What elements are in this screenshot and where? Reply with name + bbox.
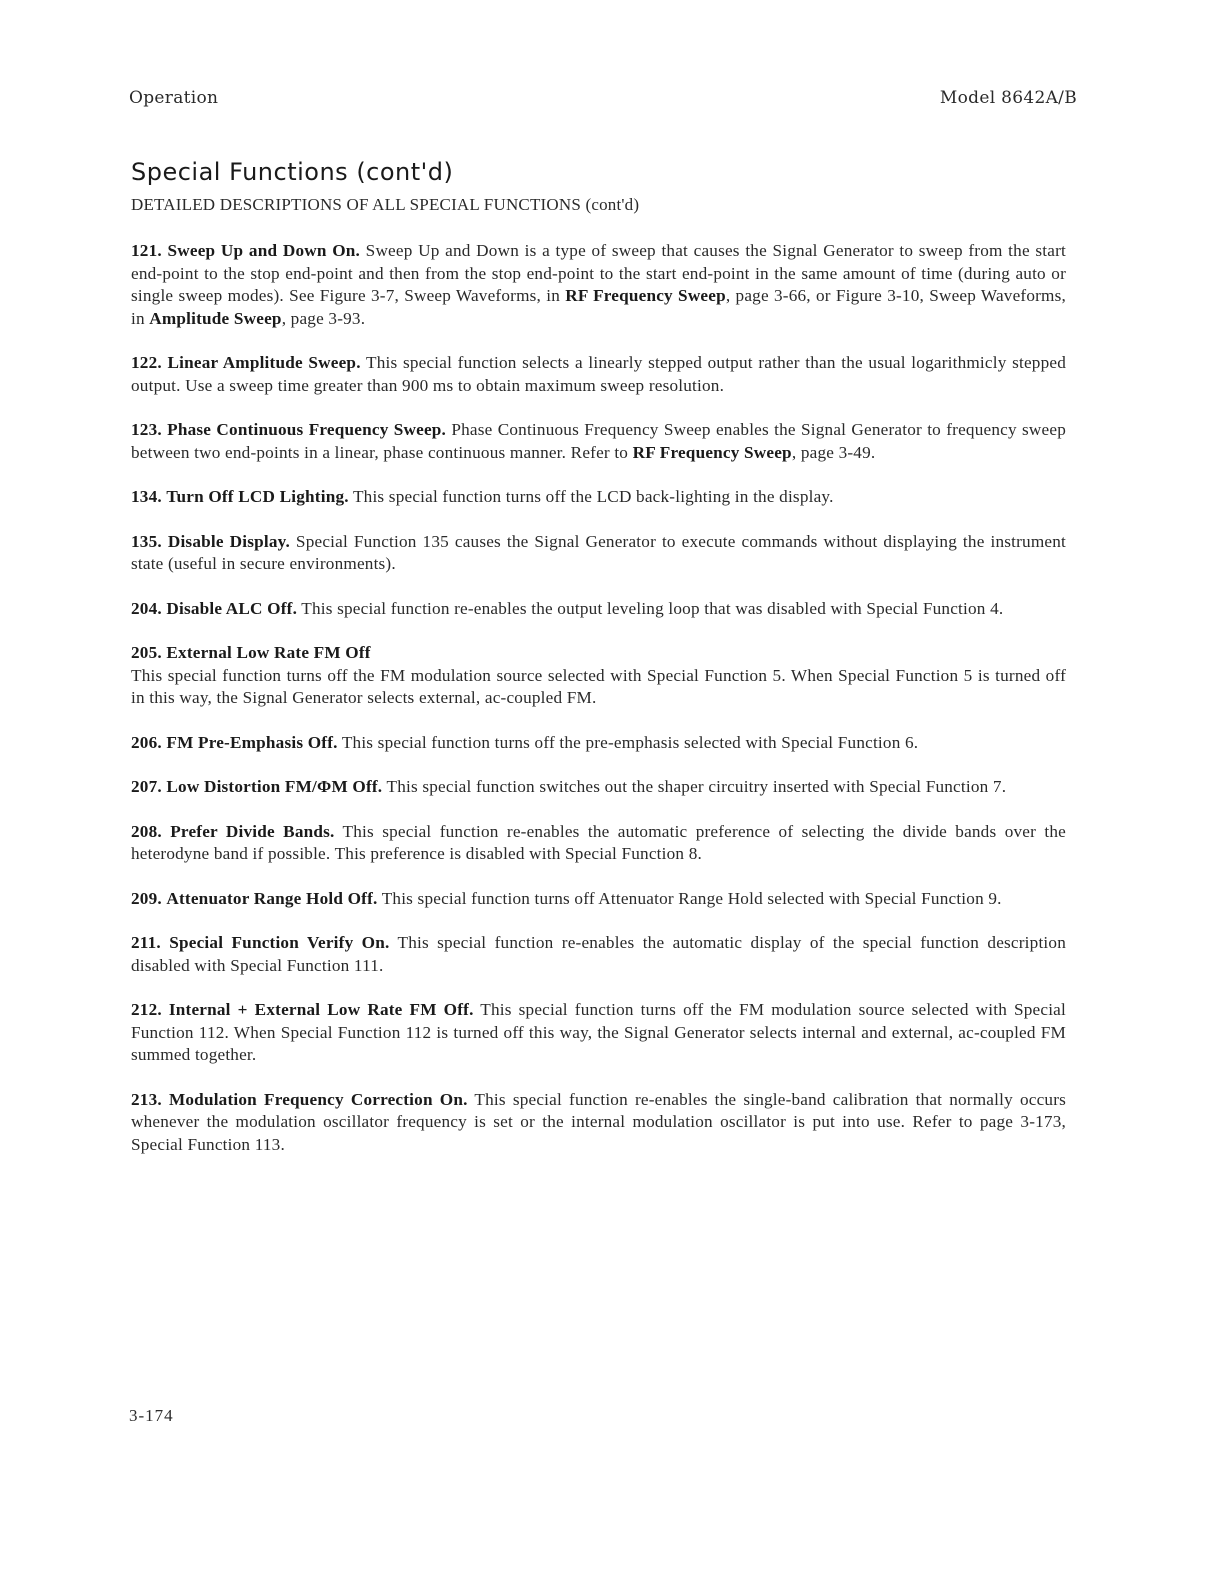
cross-reference: RF Frequency Sweep — [632, 442, 792, 462]
function-heading — [131, 532, 290, 551]
function-number: 121. — [131, 241, 162, 260]
cross-reference: Amplitude Sweep — [149, 308, 282, 328]
function-number: 205. — [131, 643, 162, 662]
function-name: External Low Rate FM Off — [166, 643, 371, 662]
function-heading — [131, 933, 390, 952]
function-entry — [131, 1089, 1066, 1157]
function-heading — [131, 822, 335, 841]
function-number: 209. — [131, 888, 162, 908]
function-list — [131, 240, 1066, 1178]
function-number: 123. — [131, 420, 162, 439]
function-heading — [131, 599, 297, 618]
function-entry — [131, 352, 1066, 397]
function-description: This special function turns off the pre-emphasis selected with Special Function 6. — [337, 732, 919, 752]
function-description: This special function turns off Attenuator Range Hold selected with Special Function 9. — [377, 888, 1002, 908]
function-description: Special Function 135 causes the Signal Generator to execute commands without displaying the instrument state (useful in secure environments). — [131, 531, 1066, 573]
function-entry — [131, 888, 1066, 911]
function-description: This special function turns off the LCD back-lighting in the display. — [348, 487, 834, 506]
page-number: 3-174 — [129, 1406, 174, 1425]
function-number: 204. — [131, 598, 162, 618]
function-entry — [131, 999, 1066, 1067]
function-entry — [131, 642, 1066, 710]
cross-reference: RF Frequency Sweep — [565, 286, 726, 305]
function-entry — [131, 486, 1066, 509]
function-heading — [131, 733, 338, 752]
page-title: Special Functions (cont'd) — [131, 158, 454, 187]
function-description: Sweep Up and Down is a type of sweep that causes the Signal Generator to sweep from the start end-point to the stop end-point and then from the stop end-point to the start end-point in the same amount of time (during auto or single sweep modes). See Figure 3-7, Sweep Waveforms, in — [131, 241, 1066, 305]
function-number: 212. — [131, 1000, 162, 1019]
function-description: This special function re-enables the single-band calibration that normally occurs whenever the modulation oscillator frequency is set or the internal modulation oscillator is put into use. Refer to page 3-173, Special Function 113. — [131, 1089, 1067, 1154]
function-entry — [131, 531, 1066, 576]
function-heading — [131, 1000, 474, 1019]
function-name: Disable Display. — [167, 531, 290, 551]
function-entry — [131, 240, 1066, 330]
function-name: Phase Continuous Frequency Sweep. — [167, 420, 447, 439]
page-header-right: Model 8642A/B — [939, 88, 1077, 108]
function-heading — [131, 353, 361, 372]
function-heading — [131, 1090, 468, 1109]
function-heading — [131, 642, 1066, 665]
function-name: Modulation Frequency Correction On. — [168, 1089, 468, 1109]
function-description: This special function turns off the FM modulation source selected with Special Function 112. When Special Function 112 is turned off this way, the Signal Generator selects internal and external, ac-coupled FM summed together. — [131, 1000, 1066, 1064]
section-subheading: DETAILED DESCRIPTIONS OF ALL SPECIAL FUNCTIONS (cont'd) — [131, 195, 640, 214]
page-header-left: Operation — [129, 88, 219, 108]
function-entry — [131, 932, 1066, 977]
function-name: FM Pre-Emphasis Off. — [166, 732, 338, 752]
function-number: 211. — [131, 933, 161, 952]
function-name: Sweep Up and Down On. — [167, 241, 361, 260]
function-description: This special function turns off the FM modulation source selected with Special Function 5. When Special Function 5 is turned off in this way, the Signal Generator selects external, ac-coupled FM. — [131, 665, 1066, 707]
function-heading — [131, 777, 382, 796]
function-number: 135. — [131, 531, 162, 551]
function-number: 134. — [131, 487, 162, 506]
function-name: Low Distortion FM/ΦM Off. — [166, 777, 383, 796]
function-heading — [131, 889, 378, 908]
function-heading — [131, 487, 349, 506]
function-description: This special function re-enables the automatic preference of selecting the divide bands over the heterodyne band if possible. This preference is disabled with Special Function 8. — [131, 821, 1066, 863]
function-entry — [131, 776, 1066, 799]
function-number: 213. — [131, 1089, 162, 1109]
function-description: Phase Continuous Frequency Sweep enables the Signal Generator to frequency sweep between two end-points in a linear, phase continuous manner. Refer to — [131, 420, 1066, 462]
function-number: 122. — [131, 353, 162, 372]
function-name: Linear Amplitude Sweep. — [167, 353, 361, 372]
function-number: 206. — [131, 732, 162, 752]
function-description: This special function re-enables the output leveling loop that was disabled with Special Function 4. — [297, 598, 1004, 618]
function-name: Attenuator Range Hold Off. — [166, 888, 378, 908]
function-description: This special function switches out the shaper circuitry inserted with Special Function 7. — [382, 777, 1007, 796]
function-description: This special function re-enables the automatic display of the special function description disabled with Special Function 111. — [131, 933, 1066, 975]
function-number: 208. — [131, 821, 162, 841]
function-description: , page 3-49. — [791, 442, 876, 462]
function-entry — [131, 598, 1066, 621]
function-heading — [131, 241, 360, 260]
function-name: Turn Off LCD Lighting. — [166, 487, 349, 506]
function-description: , page 3-93. — [281, 308, 366, 328]
function-name: Internal + External Low Rate FM Off. — [168, 1000, 474, 1019]
function-entry — [131, 821, 1066, 866]
function-description: , page 3-66, or Figure 3-10, Sweep Waveforms, in — [131, 286, 1067, 328]
function-name: Prefer Divide Bands. — [170, 821, 335, 841]
function-description: This special function selects a linearly stepped output rather than the usual logarithmicly stepped output. Use a sweep time greater than 900 ms to obtain maximum sweep resolution. — [131, 353, 1067, 395]
function-heading — [131, 420, 446, 439]
function-entry — [131, 419, 1066, 464]
function-name: Disable ALC Off. — [166, 598, 298, 618]
function-number: 207. — [131, 777, 162, 796]
function-entry — [131, 732, 1066, 755]
function-name: Special Function Verify On. — [169, 933, 390, 952]
